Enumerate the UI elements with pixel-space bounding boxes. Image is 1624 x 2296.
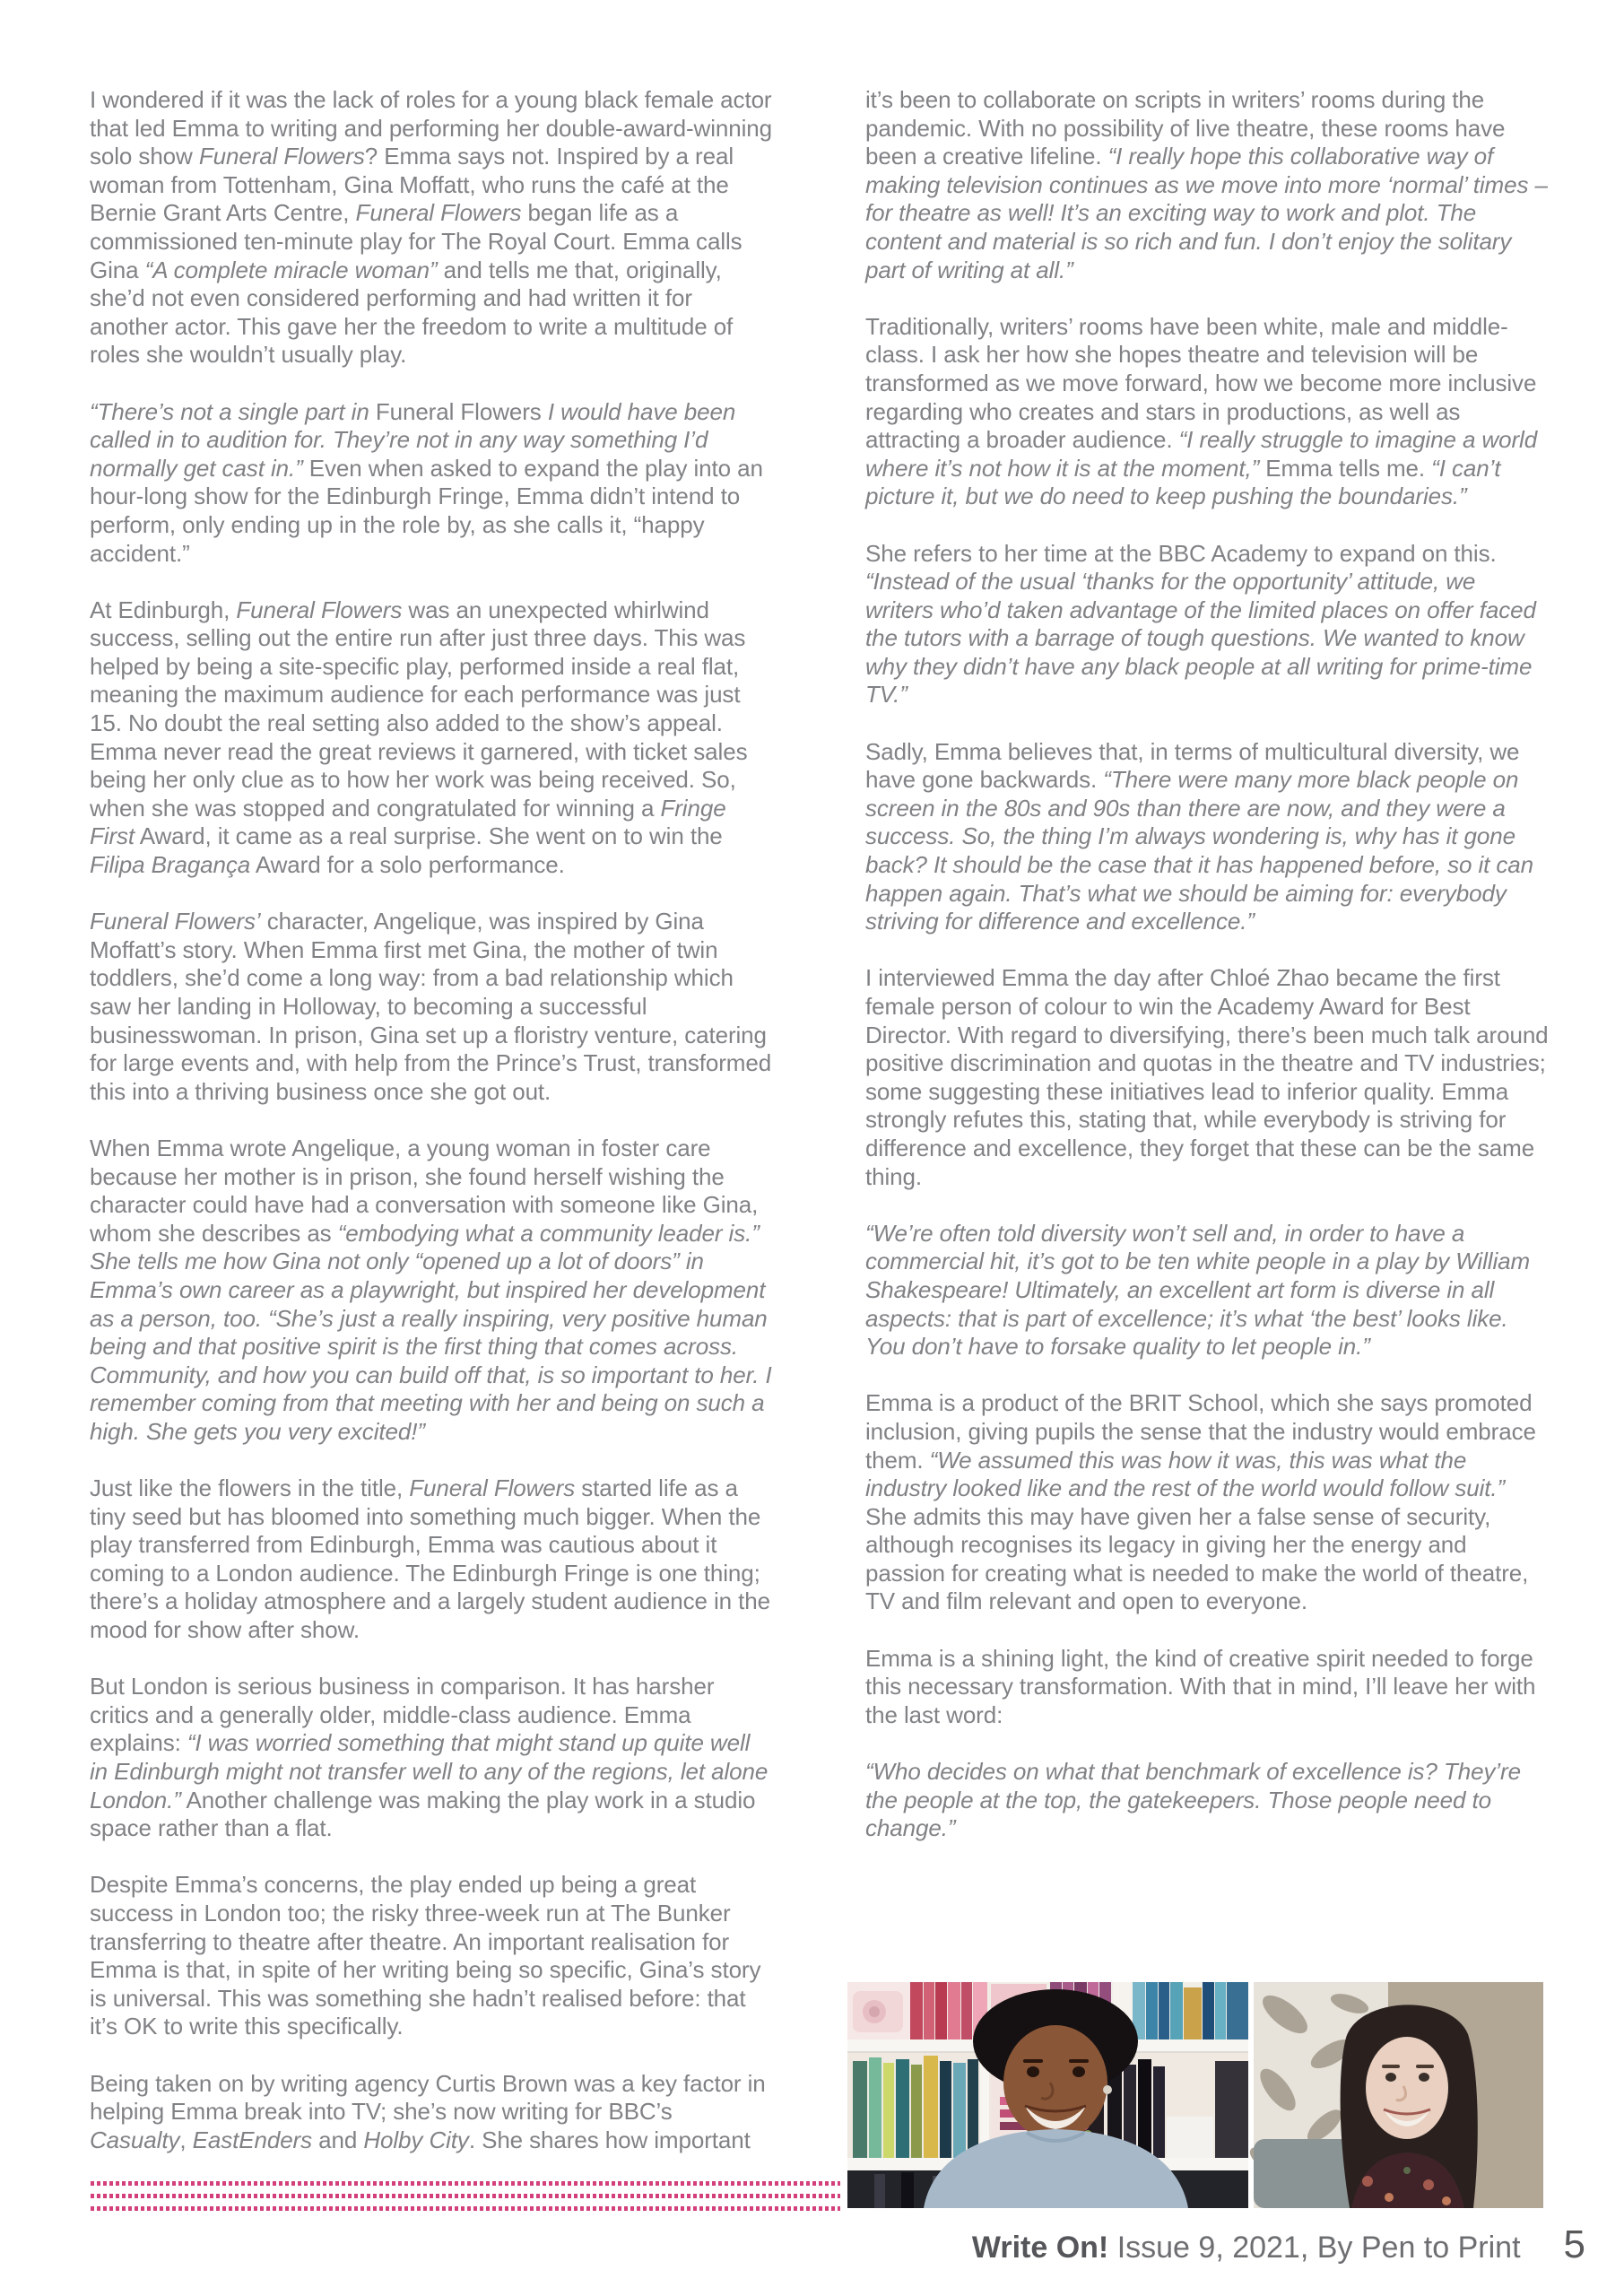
body-text: Emma tells me.	[1259, 454, 1432, 482]
body-text: it’s been to collaborate on scripts in writers’ rooms during the pandemic. With no possibility of live theatre, these rooms have been a creative lifeline.	[865, 86, 1506, 170]
panel-divider	[1248, 1982, 1254, 2208]
body-text: She refers to her time at the BBC Academy to expand on this.	[865, 539, 1497, 567]
body-text: Even when asked to expand the play into an hour-long show for the Edinburgh Fringe, Emma didn’t intend to perform, only ending up in the role by, as she calls it, “happy accident.”	[90, 454, 763, 567]
italic-text: Funeral Flowers	[198, 143, 365, 170]
italic-text: EastEnders	[192, 2126, 313, 2153]
body-text: At Edinburgh,	[90, 596, 237, 623]
body-text: Sadly, Emma believes that, in terms of multicultural diversity, we have gone backwards.	[865, 737, 1520, 794]
body-text: . She shares how important	[468, 2126, 751, 2153]
body-text: character, Angelique, was inspired by Gina Moffatt’s story. When Emma first met Gina, the mother of twin toddlers, she’d come a long way: from a bad relationship which saw her landing in Holloway, to becoming a successful businesswoman. In prison, Gina set up a floristry venture, catering for large events and, with help from the Prince’s Trust, transformed this into a thriving business once she got out.	[90, 908, 772, 1105]
italic-text: “We assumed this was how it was, this was what the industry looked like and the rest of the world would follow suit.”	[865, 1446, 1506, 1502]
body-text: and	[312, 2126, 364, 2153]
italic-text: Filipa Bragança	[90, 851, 251, 879]
issue-info: Issue 9, 2021, By Pen to Print	[1108, 2231, 1521, 2265]
italic-text: “We’re often told diversity won’t sell and, in order to have a commercial hit, it’s got to be ten white people in a play by William Shakespeare! Ultimately, an excellent art form is diverse in all aspects: that is part of excellence; it’s what ‘the best’ looks like. You don’t have to forsake quality to let people in.”	[865, 1219, 1531, 1361]
italic-text: Fringe First	[90, 794, 726, 850]
body-text: started life as a tiny seed but has bloomed into something much bigger. When the play transferred from Edinburgh, Emma was cautious about it coming to a London audience. The Edinburgh Fringe is one thing; there’s a holiday atmosphere and a largely student audience in the mood for show after show.	[90, 1474, 770, 1644]
paragraph	[90, 1871, 773, 2041]
dotted-rule	[91, 2194, 840, 2198]
italic-text: “There’s not a single part in	[90, 397, 376, 425]
paragraph	[90, 908, 773, 1106]
body-text: Funeral Flowers	[375, 397, 542, 425]
dotted-divider	[91, 2181, 840, 2219]
italic-text: Funeral Flowers’	[90, 908, 261, 935]
body-text: Award, it came as a real surprise. She went on to win the	[135, 822, 723, 850]
italic-text: “I really struggle to imagine a world where it’s not how it is at the moment,”	[865, 426, 1538, 482]
italic-text: Funeral Flowers	[409, 1474, 576, 1502]
video-call-illustration	[847, 1982, 1543, 2208]
paragraph	[865, 540, 1549, 710]
dotted-rule	[91, 2181, 840, 2186]
italic-text: “embodying what a community leader is.” She tells me how Gina not only “opened up a lot of doors” in Emma’s own career as a playwright, but inspired her development as a person, too. “She’s just a really inspiring, very positive human being and that positive spirit is the first thing that comes across. Community, and how you can build off that, is so important to her. I remember coming from that meeting with her and being on such a high. She gets you very excited!”	[90, 1219, 772, 1445]
italic-text: Casualty	[90, 2126, 180, 2153]
italic-text: “I can’t picture it, but we do need to keep pushing the boundaries.”	[865, 454, 1501, 510]
italic-text: Funeral Flowers	[236, 596, 403, 623]
paragraph	[90, 398, 773, 569]
italic-text: “I was worried something that might stand up quite well in Edinburgh might not transfer well to any of the regions, let alone London.”	[90, 1729, 769, 1813]
paragraph	[90, 86, 773, 370]
body-text: and tells me that, originally, she’d not even considered performing and had written it for another actor. This gave her the freedom to write a multitude of roles she wouldn’t usually play.	[90, 256, 734, 369]
italic-text: Holby City	[363, 2126, 469, 2153]
page-number: 5	[1563, 2222, 1585, 2266]
article-column-right	[865, 86, 1549, 1871]
italic-text: Funeral Flowers	[355, 199, 522, 227]
body-text: Traditionally, writers’ rooms have been white, male and middle-class. I ask her how she hopes theatre and television will be transformed as we move forward, how we become more inclusive regarding who creates and stars in productions, as well as attracting a broader audience.	[865, 312, 1537, 454]
body-text: Another challenge was making the play work in a studio space rather than a flat.	[90, 1786, 756, 1842]
body-text: Just like the flowers in the title,	[90, 1474, 410, 1502]
left-video-panel	[847, 1982, 1248, 2208]
body-text: When Emma wrote Angelique, a young woman in foster care because her mother is in prison, she found herself wishing the character could have had a conversation with someone like Gina, whom she describes as	[90, 1134, 759, 1247]
paragraph	[90, 1673, 773, 1843]
italic-text: “There were many more black people on screen in the 80s and 90s than there are now, and they were a success. So, the thing I’m always wondering is, why has it gone back? It should be the case that it has happened before, so it can happen again. That’s what we should be aiming for: everybody striving for difference and excellence.”	[865, 766, 1534, 935]
body-text: ,	[179, 2126, 193, 2153]
paragraph	[865, 1220, 1549, 1361]
italic-text: “Instead of the usual ‘thanks for the opportunity’ attitude, we writers who’d taken advantage of the limited places on offer faced the tutors with a barrage of tough questions. We wanted to know why they didn’t have any black people at all writing for prime-time TV.”	[865, 568, 1536, 709]
body-text: Being taken on by writing agency Curtis Brown was a key factor in helping Emma break into TV; she’s now writing for BBC’s	[90, 2069, 766, 2126]
dotted-rule	[91, 2206, 840, 2211]
italic-text: “I really hope this collaborative way of making television continues as we move into more ‘normal’ times – for theatre as well! It’s an exciting way to work and plot. The content and material is so rich and fun. I don’t enjoy the solitary part of writing at all.”	[865, 143, 1548, 283]
italic-text: I would have been called in to audition for. They’re not in any way something I’d normally get cast in.”	[90, 397, 736, 482]
body-text: Emma is a shining light, the kind of creative spirit needed to forge this necessary transformation. With that in mind, I’ll leave her with the last word:	[865, 1644, 1536, 1728]
italic-text: “Who decides on what that benchmark of excellence is? They’re the people at the top, the gatekeepers. Those people need to change.”	[865, 1758, 1521, 1842]
paragraph	[865, 964, 1549, 1191]
paragraph	[90, 2070, 773, 2155]
body-text: began life as a commissioned ten-minute play for The Royal Court. Emma calls Gina	[90, 199, 743, 283]
video-call-photo	[847, 1982, 1543, 2208]
italic-text: “A complete miracle woman”	[144, 256, 438, 283]
body-text: I wondered if it was the lack of roles for a young black female actor that led Emma to writing and performing her double-award-winning solo show	[90, 86, 772, 170]
paragraph	[865, 1645, 1549, 1730]
right-video-panel	[1246, 1982, 1543, 2208]
body-text: Award for a solo performance.	[250, 851, 565, 879]
body-text: Emma is a product of the BRIT School, which she says promoted inclusion, giving pupils the sense that the industry would embrace them.	[865, 1389, 1536, 1474]
body-text: She admits this may have given her a false sense of security, although recognises its legacy in giving her the energy and passion for creating what is needed to make the world of theatre, TV and film relevant and open to everyone.	[865, 1502, 1529, 1615]
paragraph	[865, 86, 1549, 284]
body-text: But London is serious business in comparison. It has harsher critics and a generally older, middle-class audience. Emma explains:	[90, 1673, 715, 1757]
paragraph	[90, 1135, 773, 1447]
paragraph	[90, 1474, 773, 1645]
body-text: ? Emma says not. Inspired by a real woman from Tottenham, Gina Moffatt, who runs the café at the Bernie Grant Arts Centre,	[90, 143, 734, 227]
body-text: I interviewed Emma the day after Chloé Zhao became the first female person of colour to win the Academy Award for Best Director. With regard to diversifying, there’s been much talk around positive discrimination and quotas in the theatre and TV industries; some suggesting these initiatives lead to inferior quality. Emma strongly refutes this, stating that, while everybody is striving for difference and excellence, they forget that these can be the same thing.	[865, 964, 1549, 1190]
body-text: Despite Emma’s concerns, the play ended up being a great success in London too; the risky three-week run at The Bunker transferring to theatre after theatre. An important realisation for Emma is that, in spite of her writing being so specific, Gina’s story is universal. This was something she hadn’t realised before: that it’s OK to write this specifically.	[90, 1871, 761, 2040]
paragraph	[865, 1389, 1549, 1616]
paragraph	[865, 1758, 1549, 1843]
paragraph	[90, 596, 773, 880]
paragraph	[865, 738, 1549, 936]
page-footer	[972, 2222, 1585, 2267]
body-text: was an unexpected whirlwind success, selling out the entire run after just three days. This was helped by being a site-specific play, performed inside a real flat, meaning the maximum audience for each performance was just 15. No doubt the real setting also added to the show’s appeal. Emma never read the great reviews it garnered, with ticket sales being her only clue as to how her work was being received. So, when she was stopped and congratulated for winning a	[90, 596, 748, 822]
paragraph	[865, 313, 1549, 511]
article-column-left	[90, 86, 773, 2183]
magazine-title: Write On!	[971, 2231, 1109, 2265]
